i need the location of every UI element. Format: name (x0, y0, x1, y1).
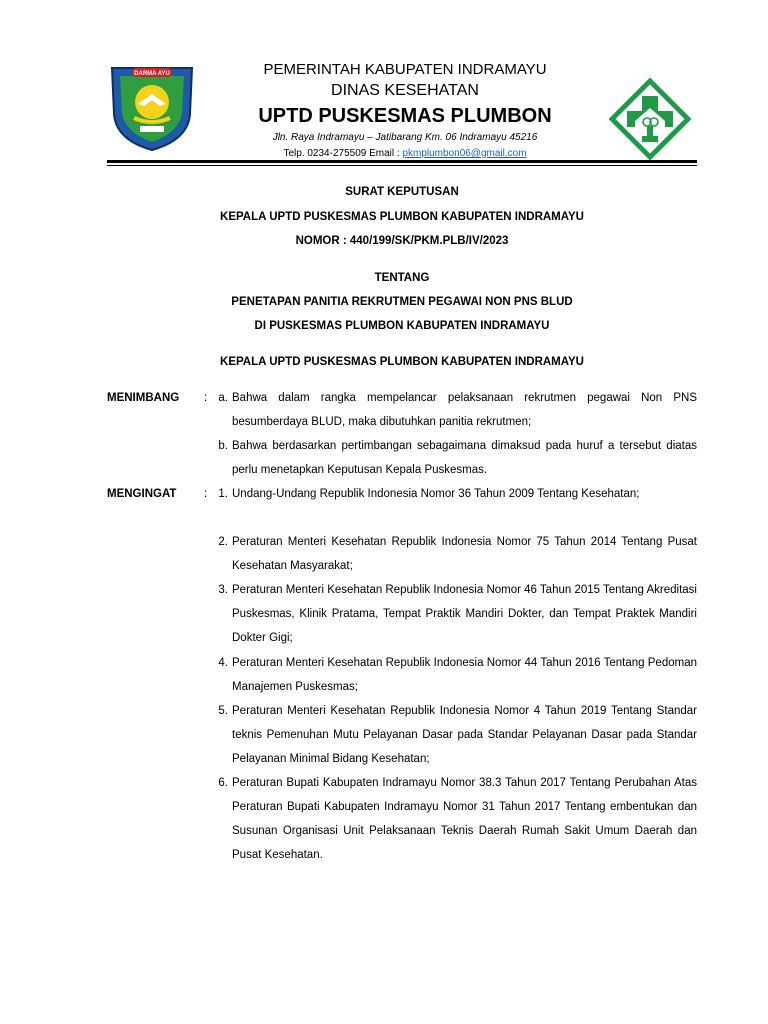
document-number: NOMOR : 440/199/SK/PKM.PLB/IV/2023 (295, 235, 509, 247)
mengingat-marker: 6. (218, 777, 228, 789)
document-type: SURAT KEPUTUSAN (345, 186, 459, 198)
mengingat-item: Peraturan Menteri Kesehatan Republik Indonesia Nomor 4 Tahun 2019 Tentang Standar teknis Pemenuhan Mutu Pelayanan Dasar pada Standar Pelayanan Dasar pada Standar Pelayanan Minimal Bidang Kesehatan; (232, 705, 697, 765)
government-name: PEMERINTAH KABUPATEN INDRAMAYU (263, 61, 547, 78)
mengingat-marker: 4. (218, 657, 228, 669)
letterhead-rule-thick (107, 160, 697, 163)
mengingat-marker: 3. (218, 584, 228, 596)
emblem-motto: DARMA AYU (134, 71, 170, 77)
menimbang-colon: : (204, 392, 208, 404)
letterhead-rule-thin (107, 165, 697, 166)
agency-name: DINAS KESEHATAN (331, 82, 479, 99)
menimbang-marker: a. (218, 392, 228, 404)
menimbang-label: MENIMBANG (107, 392, 180, 404)
menimbang-marker: b. (218, 440, 228, 452)
menimbang-item: Bahwa dalam rangka mempelancar pelaksanaan rekrutmen pegawai Non PNS besumberdaya BLUD, maka dibutuhkan panitia rekrutmen; (232, 392, 697, 428)
organization-name: UPTD PUSKESMAS PLUMBON (258, 105, 552, 127)
phone-text: Telp. 0234-275509 Email : (283, 148, 403, 159)
mengingat-marker: 5. (218, 705, 228, 717)
mengingat-item: Peraturan Menteri Kesehatan Republik Indonesia Nomor 46 Tahun 2015 Tentang Akreditasi Puskesmas, Klinik Pratama, Tempat Praktik Mandiri Dokter, dan Tempat Praktek Mandiri Dokter Gigi; (232, 584, 697, 644)
signatory-heading: KEPALA UPTD PUSKESMAS PLUMBON KABUPATEN INDRAMAYU (220, 356, 584, 368)
mengingat-colon: : (204, 488, 208, 500)
subject-line-2: DI PUSKESMAS PLUMBON KABUPATEN INDRAMAYU (254, 320, 550, 332)
mengingat-item: Peraturan Menteri Kesehatan Republik Indonesia Nomor 75 Tahun 2014 Tentang Pusat Kesehatan Masyarakat; (232, 536, 697, 572)
menimbang-item: Bahwa berdasarkan pertimbangan sebagaimana dimaksud pada huruf a tersebut diatas perlu menetapkan Keputusan Kepala Puskesmas. (232, 440, 697, 476)
mengingat-label: MENGINGAT (107, 488, 177, 500)
indramayu-emblem-logo (104, 62, 200, 152)
puskesmas-logo (609, 78, 691, 160)
mengingat-marker: 2. (218, 536, 228, 548)
mengingat-item: Peraturan Menteri Kesehatan Republik Indonesia Nomor 44 Tahun 2016 Tentang Pedoman Manajemen Puskesmas; (232, 657, 697, 693)
mengingat-item: Peraturan Bupati Kabupaten Indramayu Nomor 38.3 Tahun 2017 Tentang Perubahan Atas Peraturan Bupati Kabupaten Indramayu Nomor 31 Tahun 2017 Tentang embentukan dan Susunan Organisasi Unit Pelaksanaan Teknis Daerah Rumah Sakit Umum Daerah dan Pusat Kesehatan. (232, 777, 697, 861)
subject-line-1: PENETAPAN PANITIA REKRUTMEN PEGAWAI NON PNS BLUD (231, 296, 573, 308)
document-issuer: KEPALA UPTD PUSKESMAS PLUMBON KABUPATEN INDRAMAYU (220, 211, 584, 223)
mengingat-item: Undang-Undang Republik Indonesia Nomor 36 Tahun 2009 Tentang Kesehatan; (232, 488, 640, 500)
address: Jln. Raya Indramayu – Jatibarang Km. 06 Indramayu 45216 (272, 132, 538, 143)
email-link[interactable]: pkmplumbon06@gmail.com (402, 148, 527, 159)
about-label: TENTANG (374, 272, 430, 284)
letterhead (200, 60, 610, 162)
mengingat-marker: 1. (218, 488, 228, 500)
